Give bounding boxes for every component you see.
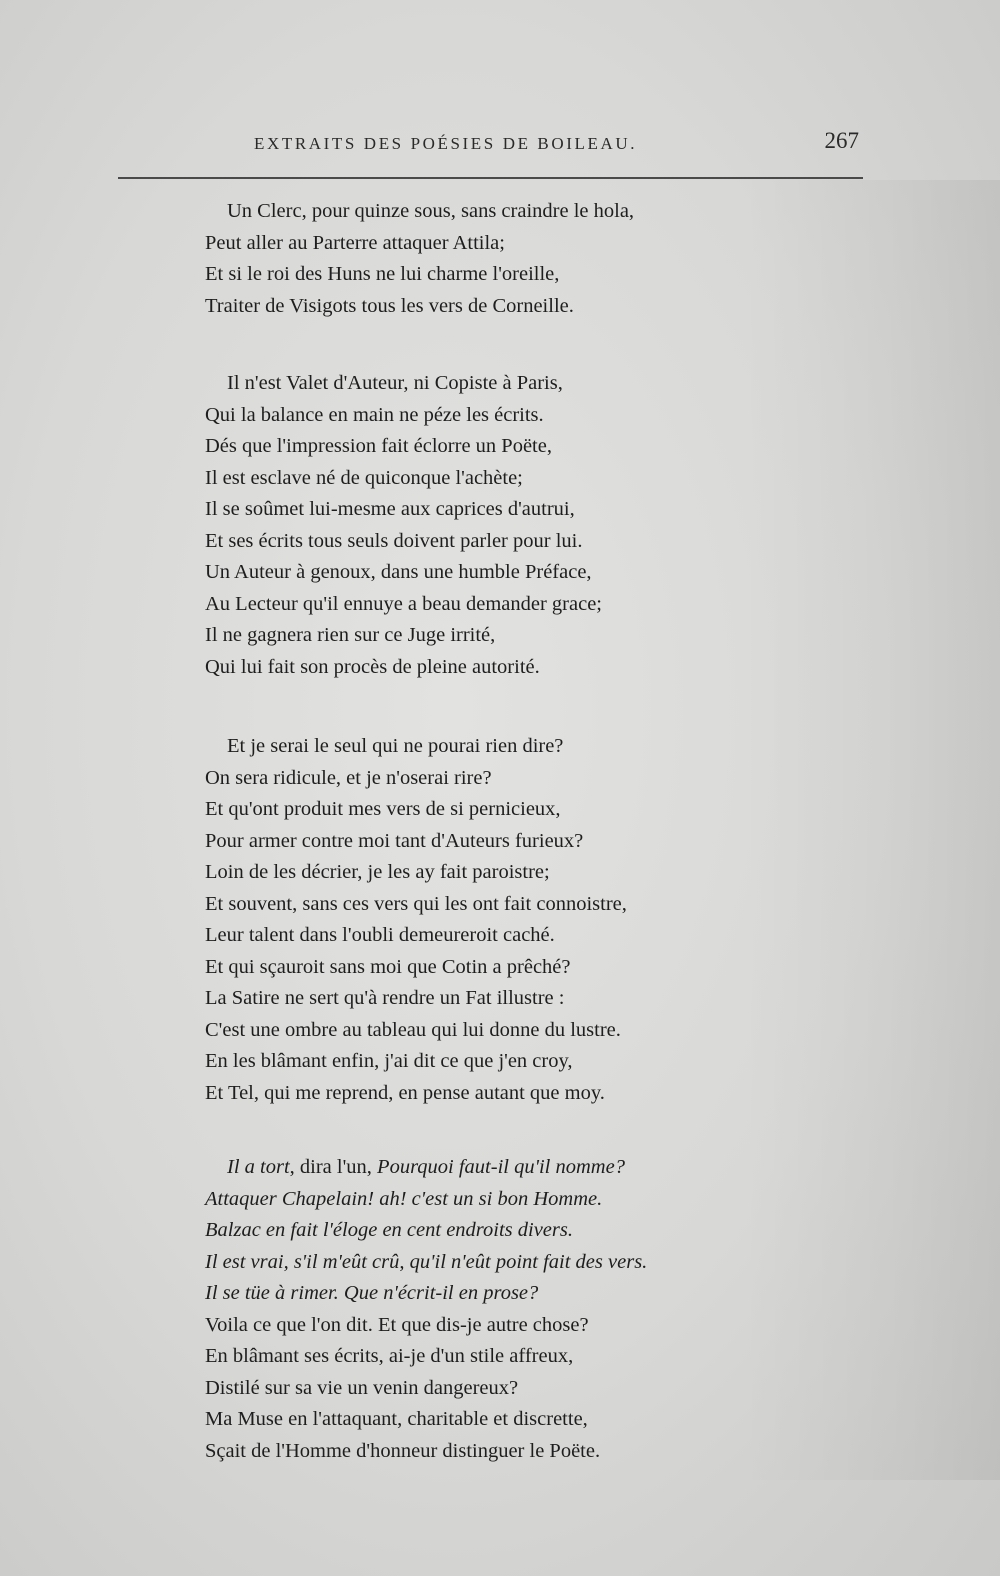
verse-line xyxy=(205,1404,647,1436)
italic-text: Il est vrai, s'il m'eût crû, qu'il n'eût point fait des vers. xyxy=(205,1250,648,1273)
verse-text: Dés que l'impression fait éclorre un Poëte, xyxy=(205,435,552,457)
verse-text: Pour armer contre moi tant d'Auteurs furieux? xyxy=(205,829,584,852)
verse-line xyxy=(205,763,627,795)
verse-line xyxy=(205,494,602,526)
verse-text: On sera ridicule, et je n'oserai rire? xyxy=(205,766,492,789)
verse-line xyxy=(205,526,602,558)
verse-text: Voila ce que l'on dit. Et que dis-je autre chose? xyxy=(205,1313,589,1336)
verse-line xyxy=(205,1215,647,1247)
verse-text: Et qu'ont produit mes vers de si pernicieux, xyxy=(205,798,561,820)
verse-line xyxy=(205,620,602,652)
verse-text: En les blâmant enfin, j'ai dit ce que j'en croy, xyxy=(205,1050,573,1072)
verse-text: Et ses écrits tous seuls doivent parler pour lui. xyxy=(205,529,583,552)
verse-line xyxy=(205,1184,647,1216)
verse-text: Qui lui fait son procès de pleine autorité. xyxy=(205,655,540,678)
verse-text: Et qui sçauroit sans moi que Cotin a prêché? xyxy=(205,955,571,978)
verse-line xyxy=(205,557,602,589)
verse-line xyxy=(205,228,634,260)
verse-line xyxy=(205,857,627,889)
italic-text: Il se tüe à rimer. Que n'écrit-il en prose? xyxy=(205,1282,539,1304)
verse-line xyxy=(205,1373,647,1405)
verse-text: Leur talent dans l'oubli demeureroit caché. xyxy=(205,924,555,946)
verse-text: Peut aller au Parterre attaquer Attila; xyxy=(205,231,505,254)
italic-text: Balzac en fait l'éloge en cent endroits divers. xyxy=(205,1219,573,1241)
italic-text: Il a tort xyxy=(227,1156,290,1178)
verse-line xyxy=(205,259,634,291)
verse-line-first xyxy=(205,1152,647,1184)
verse-text: Un Auteur à genoux, dans une humble Préface, xyxy=(205,561,592,583)
verse-text: Qui la balance en main ne péze les écrits. xyxy=(205,403,544,426)
verse-text: Et souvent, sans ces vers qui les ont fait connoistre, xyxy=(205,892,627,915)
verse-line xyxy=(205,889,627,921)
verse-line xyxy=(205,1046,627,1078)
verse-line-first xyxy=(205,368,602,400)
verse-text: Un Clerc, pour quinze sous, sans craindre le hola, xyxy=(227,200,635,222)
verse-text: Il est esclave né de quiconque l'achète; xyxy=(205,466,523,489)
verse-text: La Satire ne sert qu'à rendre un Fat illustre : xyxy=(205,987,565,1009)
verse-line xyxy=(205,1247,647,1279)
verse-line xyxy=(205,1341,647,1373)
verse-line xyxy=(205,400,602,432)
running-title: EXTRAITS DES POÉSIES DE BOILEAU. xyxy=(254,134,638,153)
verse-line xyxy=(205,1310,647,1342)
verse-line xyxy=(205,1015,627,1047)
verse-line xyxy=(205,431,602,463)
show-through-shadow xyxy=(740,180,1000,1480)
verse-line xyxy=(205,1436,647,1468)
stanza xyxy=(205,368,602,683)
verse-text: Sçait de l'Homme d'honneur distinguer le Poëte. xyxy=(205,1439,601,1462)
verse-text: Au Lecteur qu'il ennuye a beau demander grace; xyxy=(205,592,602,615)
verse-line xyxy=(205,826,627,858)
verse-text: Ma Muse en l'attaquant, charitable et discrette, xyxy=(205,1408,588,1430)
verse-line xyxy=(205,952,627,984)
verse-text: En blâmant ses écrits, ai-je d'un stile affreux, xyxy=(205,1345,574,1367)
verse-line xyxy=(205,652,602,684)
verse-text: Et si le roi des Huns ne lui charme l'oreille, xyxy=(205,263,560,285)
verse-text: Il n'est Valet d'Auteur, ni Copiste à Paris, xyxy=(227,372,563,394)
verse-line-first xyxy=(205,731,627,763)
stanza xyxy=(205,196,634,322)
verse-line xyxy=(205,291,634,323)
verse-line-first xyxy=(205,196,634,228)
page-header xyxy=(118,128,863,162)
verse-line xyxy=(205,920,627,952)
verse-text: C'est une ombre au tableau qui lui donne du lustre. xyxy=(205,1018,621,1041)
verse-text: Il se soûmet lui-mesme aux caprices d'autrui, xyxy=(205,498,575,520)
verse-line xyxy=(205,1278,647,1310)
verse-text: Traiter de Visigots tous les vers de Corneille. xyxy=(205,294,574,317)
verse-text: Loin de les décrier, je les ay fait paroistre; xyxy=(205,861,550,883)
verse-text: Et Tel, qui me reprend, en pense autant que moy. xyxy=(205,1081,605,1104)
verse-line xyxy=(205,794,627,826)
verse-line xyxy=(205,463,602,495)
verse-text: Distilé sur sa vie un venin dangereux? xyxy=(205,1376,519,1399)
italic-text: Pourquoi faut-il qu'il nomme? xyxy=(377,1156,625,1178)
verse-line xyxy=(205,983,627,1015)
stanza xyxy=(205,1152,647,1467)
page-number: 267 xyxy=(824,128,859,153)
verse-text: , dira l'un, xyxy=(289,1156,378,1178)
verse-line xyxy=(205,589,602,621)
verse-text: Il ne gagnera rien sur ce Juge irrité, xyxy=(205,624,496,646)
stanza xyxy=(205,731,627,1109)
header-rule xyxy=(118,177,863,179)
verse-line xyxy=(205,1078,627,1110)
italic-text: Attaquer Chapelain! ah! c'est un si bon Homme. xyxy=(205,1187,603,1210)
verse-text: Et je serai le seul qui ne pourai rien dire? xyxy=(227,735,564,757)
